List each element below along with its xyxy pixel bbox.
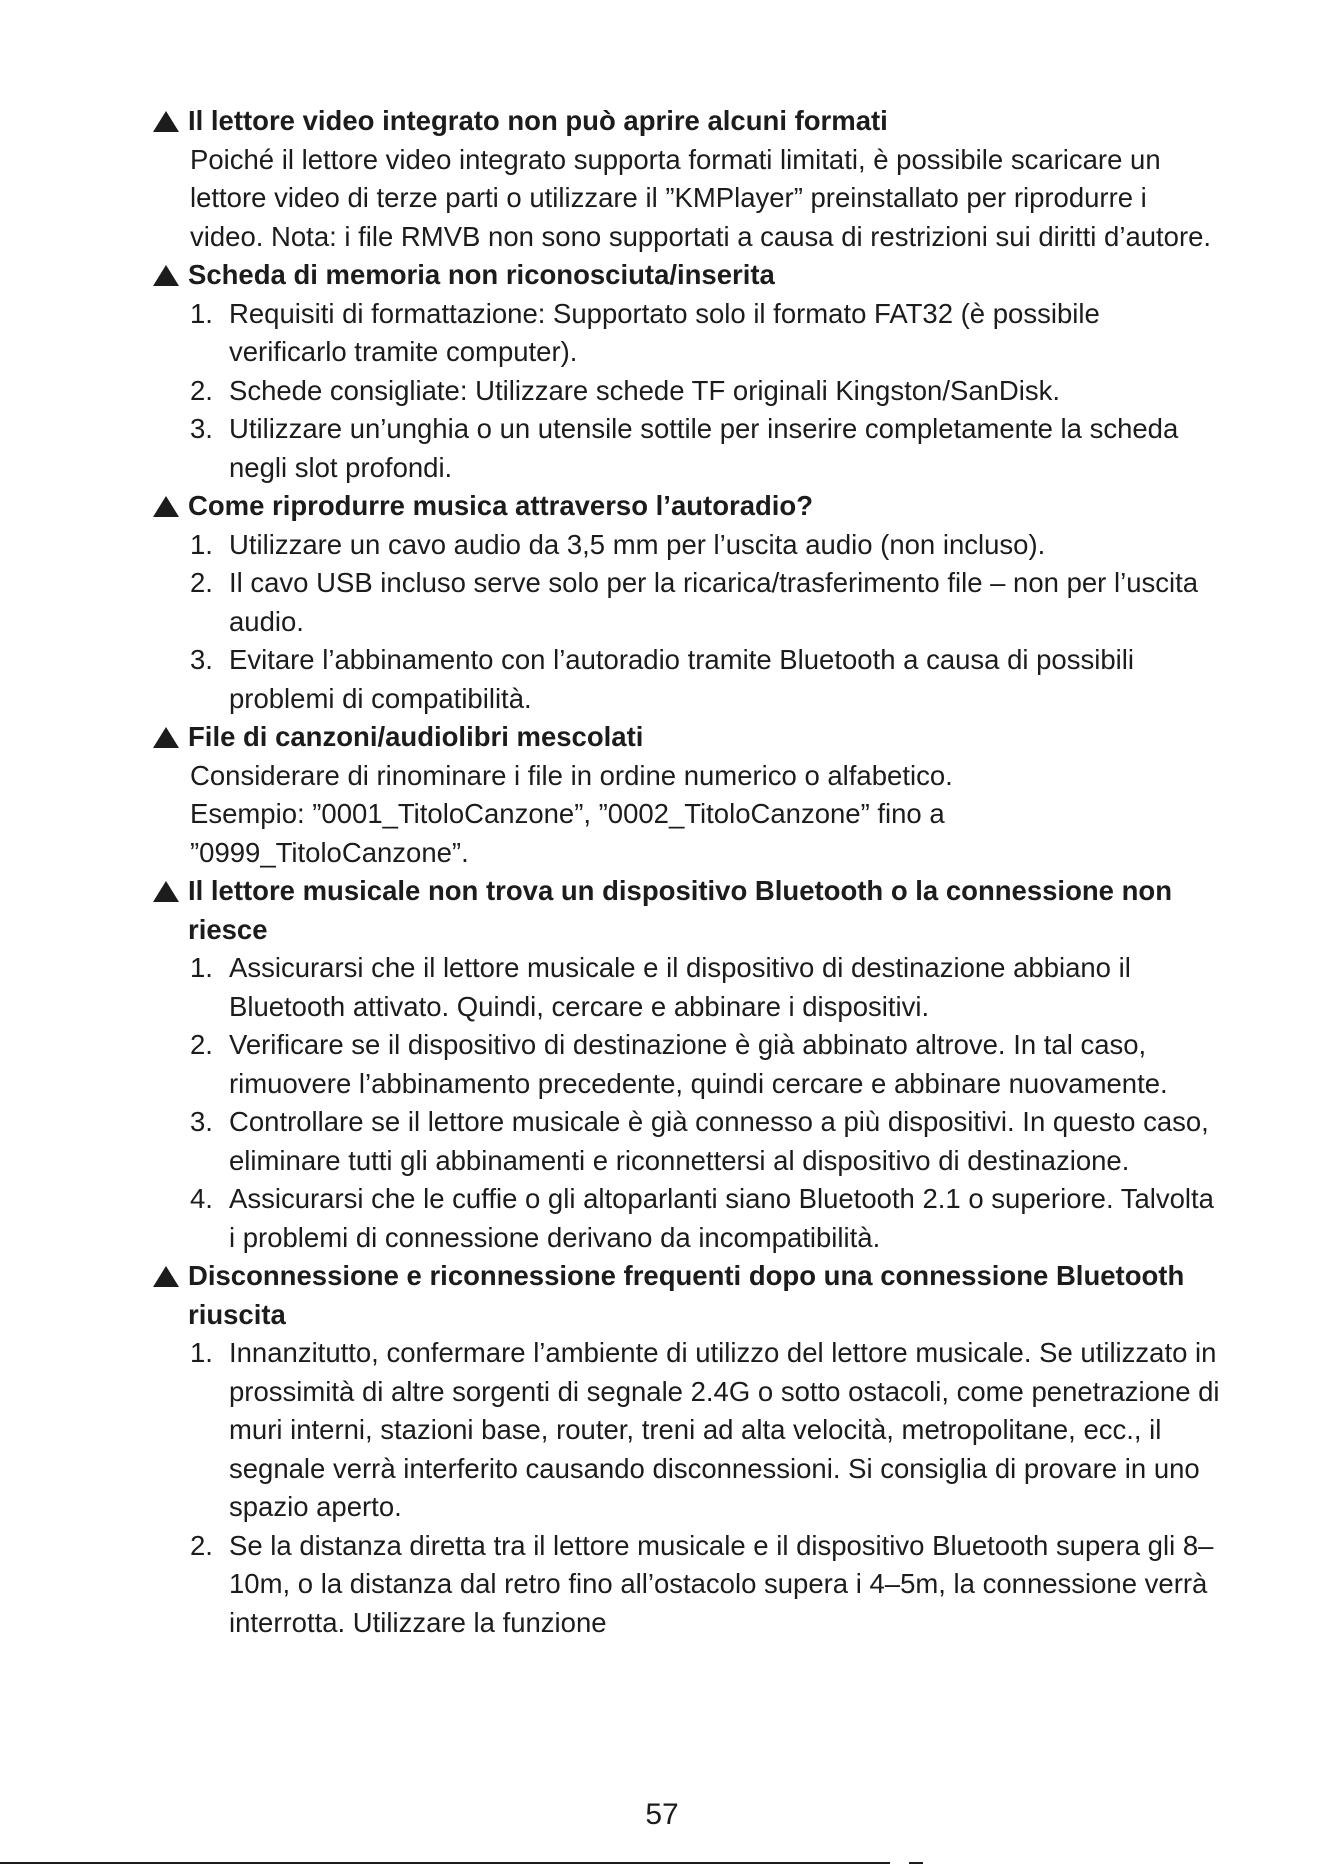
warning-triangle-icon: [153, 881, 179, 902]
list-item-number: 1.: [190, 1337, 213, 1368]
list-item: [150, 372, 1225, 411]
list-item: [150, 1026, 1225, 1103]
list-item-text: Il cavo USB incluso serve solo per la ricarica/trasferimento file – non per l’uscita audio.: [229, 567, 1199, 637]
list-item: [150, 949, 1225, 1026]
list-item-text: Evitare l’abbinamento con l’autoradio tramite Bluetooth a causa di possibili problemi di compatibilità.: [229, 644, 1134, 714]
section-heading: [150, 102, 1225, 141]
section-paragraph: Poiché il lettore video integrato supporta formati limitati, è possibile scaricare un lettore video di terze parti o utilizzare il ”KMPlayer” preinstallato per riprodurre i video. Nota: i file RMVB non sono supportati a causa di restrizioni sui diritti d’autore.: [190, 143, 1212, 252]
section-heading: [150, 487, 1225, 526]
list-item-text: Assicurarsi che le cuffie o gli altoparlanti siano Bluetooth 2.1 o superiore. Talvolta i problemi di connessione derivano da incompatibilità.: [229, 1183, 1214, 1253]
section-heading-text: File di canzoni/audiolibri mescolati: [188, 721, 644, 752]
page-number: 57: [645, 1798, 679, 1831]
list-item-number: 1.: [190, 952, 213, 983]
section-heading-text: Il lettore musicale non trova un dispositivo Bluetooth o la connessione non riesce: [188, 875, 1172, 945]
faq-section: [150, 718, 1225, 872]
numbered-list: [150, 295, 1225, 488]
list-item-number: 1.: [190, 297, 213, 329]
warning-triangle-icon: [153, 265, 179, 286]
list-item-text: Assicurarsi che il lettore musicale e il dispositivo di destinazione abbiano il Bluetooth attivato. Quindi, cercare e abbinare i dispositivi.: [229, 952, 1131, 1022]
list-item: [150, 410, 1225, 487]
section-heading-text: Come riprodurre musica attraverso l’autoradio?: [188, 490, 814, 521]
faq-section: [150, 256, 1225, 487]
list-item: [150, 1527, 1225, 1643]
list-item-number: 2.: [190, 374, 213, 406]
list-item-number: 3.: [190, 644, 213, 675]
section-heading-text: Scheda di memoria non riconosciuta/inserita: [188, 259, 775, 290]
list-item-text: Utilizzare un’unghia o un utensile sottile per inserire completamente la scheda negli slot profondi.: [229, 413, 1179, 483]
list-item-number: 1.: [190, 528, 213, 560]
page-content: [150, 102, 1225, 1642]
bottom-rule: [0, 1862, 890, 1864]
list-item: [150, 1334, 1225, 1527]
list-item-text: Utilizzare un cavo audio da 3,5 mm per l’uscita audio (non incluso).: [229, 528, 1046, 560]
list-item-number: 3.: [190, 413, 213, 444]
list-item-text: Controllare se il lettore musicale è già connesso a più dispositivi. In questo caso, eliminare tutti gli abbinamenti e riconnettersi al dispositivo di destinazione.: [229, 1106, 1209, 1176]
warning-triangle-icon: [153, 727, 179, 748]
list-item: [150, 526, 1225, 565]
section-heading: [150, 1257, 1225, 1334]
faq-section: [150, 102, 1225, 256]
warning-triangle-icon: [153, 496, 179, 517]
list-item: [150, 641, 1225, 718]
list-item-number: 2.: [190, 1529, 213, 1561]
list-item: [150, 564, 1225, 641]
section-paragraph: Considerare di rinominare i file in ordine numerico o alfabetico.: [190, 759, 953, 791]
numbered-list: [150, 1334, 1225, 1642]
list-item: [150, 1103, 1225, 1180]
section-heading: [150, 872, 1225, 949]
list-item: [150, 1180, 1225, 1257]
warning-triangle-icon: [153, 1266, 179, 1287]
list-item-text: Requisiti di formattazione: Supportato solo il formato FAT32 (è possibile verificarlo tramite computer).: [229, 297, 1100, 367]
list-item-number: 3.: [190, 1106, 213, 1137]
section-paragraph: Esempio: ”0001_TitoloCanzone”, ”0002_TitoloCanzone” fino a ”0999_TitoloCanzone”.: [190, 798, 945, 868]
list-item-number: 2.: [190, 1029, 213, 1060]
list-item: [150, 295, 1225, 372]
section-heading-text: Disconnessione e riconnessione frequenti dopo una connessione Bluetooth riuscita: [188, 1260, 1185, 1330]
list-item-text: Innanzitutto, confermare l’ambiente di utilizzo del lettore musicale. Se utilizzato in prossimità di altre sorgenti di segnale 2.4G o sotto ostacoli, come penetrazione di muri interni, stazioni base, router, treni ad alta velocità, metropolitane, ecc., il segnale verrà interferito causando disconnessioni. Si consiglia di provare in uno spazio aperto.: [229, 1337, 1220, 1522]
list-item-number: 2.: [190, 567, 213, 598]
list-item-text: Verificare se il dispositivo di destinazione è già abbinato altrove. In tal caso, rimuovere l’abbinamento precedente, quindi cercare e abbinare nuovamente.: [229, 1029, 1168, 1099]
faq-section: [150, 487, 1225, 718]
numbered-list: [150, 949, 1225, 1257]
list-item-text: Schede consigliate: Utilizzare schede TF originali Kingston/SanDisk.: [229, 374, 1061, 406]
section-heading: [150, 256, 1225, 295]
numbered-list: [150, 526, 1225, 719]
section-heading-text: Il lettore video integrato non può aprire alcuni formati: [188, 105, 888, 136]
list-item-number: 4.: [190, 1183, 213, 1214]
bottom-rule-fragment: [909, 1862, 923, 1864]
list-item-text: Se la distanza diretta tra il lettore musicale e il dispositivo Bluetooth supera gli 8–10m, o la distanza dal retro fino all’ostacolo supera i 4–5m, la connessione verrà interrotta. Utilizzare la funzione: [229, 1529, 1214, 1638]
faq-section: [150, 872, 1225, 1257]
section-heading: [150, 718, 1225, 757]
warning-triangle-icon: [153, 111, 179, 132]
faq-section: [150, 1257, 1225, 1642]
